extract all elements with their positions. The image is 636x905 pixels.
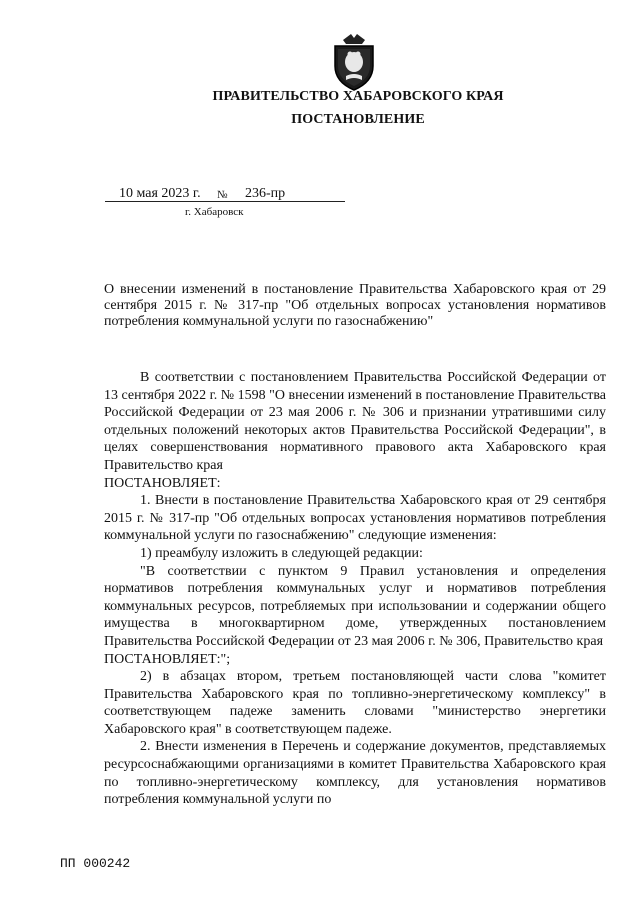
footer-code: ПП 000242 (60, 856, 131, 871)
document-date: 10 мая 2023 г. (119, 186, 201, 201)
organization-title: ПРАВИТЕЛЬСТВО ХАБАРОВСКОГО КРАЯ (212, 89, 504, 104)
resolves-heading: ПОСТАНОВЛЯЕТ: (104, 475, 221, 491)
item-1-1: 1) преамбулу изложить в следующей редакции: (140, 545, 423, 561)
city-label: г. Хабаровск (185, 206, 244, 218)
document-number: 236-пр (245, 186, 286, 201)
intro-paragraph: В соответствии с постановлением Правительства Российской Федерации от 13 сентября 2022 г. № 1598 "О внесении изменений в постановление Правительства Российской Федерации от 23 мая 2006 г. № 306 и признании утратившими силу отдельных положений некоторых актов Правительства Российской Федерации", в целях совершенствования нормативного правового акта Хабаровского края Правительство края (104, 370, 606, 473)
item-1-2: 2) в абзацах втором, третьем постановляющей части слова "комитет Правительства Хабаровского края по топливно-энергетическому комплексу" в соответствующем падеже заменить словами "министерство энергетики Хабаровского края" в соответствующем падеже. (104, 669, 606, 737)
quote-paragraph: "В соответствии с пунктом 9 Правил установления и определения нормативов потребления коммунальных услуг и нормативов потребления коммунальных ресурсов, потребляемых при использовании и содержании общего имущества в многоквартирном доме, утвержденных постановлением Правительства Российской Федерации от 23 мая 2006 г. № 306, Правительство края (104, 563, 606, 649)
document-body (104, 369, 606, 809)
coat-of-arms-icon (329, 32, 379, 92)
item-1: 1. Внести в постановление Правительства Хабаровского края от 29 сентября 2015 г. № 317-пр "Об отдельных вопросах установления нормативов потребления коммунальной услуги по газоснабжению" следующие изменения: (104, 493, 606, 544)
item-2: 2. Внести изменения в Перечень и содержание документов, представляемых ресурсоснабжающими организациями в комитет Правительства Хабаровского края по топливно-энергетическому комплексу, для установления нормативов потребления коммунальной услуги по (104, 739, 606, 808)
number-label: № (217, 189, 228, 201)
document-type: ПОСТАНОВЛЕНИЕ (291, 112, 425, 127)
quote-end: ПОСТАНОВЛЯЕТ:"; (104, 651, 231, 667)
date-number-line (105, 186, 345, 202)
document-title: О внесении изменений в постановление Правительства Хабаровского края от 29 сентября 2015 г. № 317-пр "Об отдельных вопросах установления нормативов потребления коммунальной услуги по газоснабжению" (104, 282, 606, 329)
